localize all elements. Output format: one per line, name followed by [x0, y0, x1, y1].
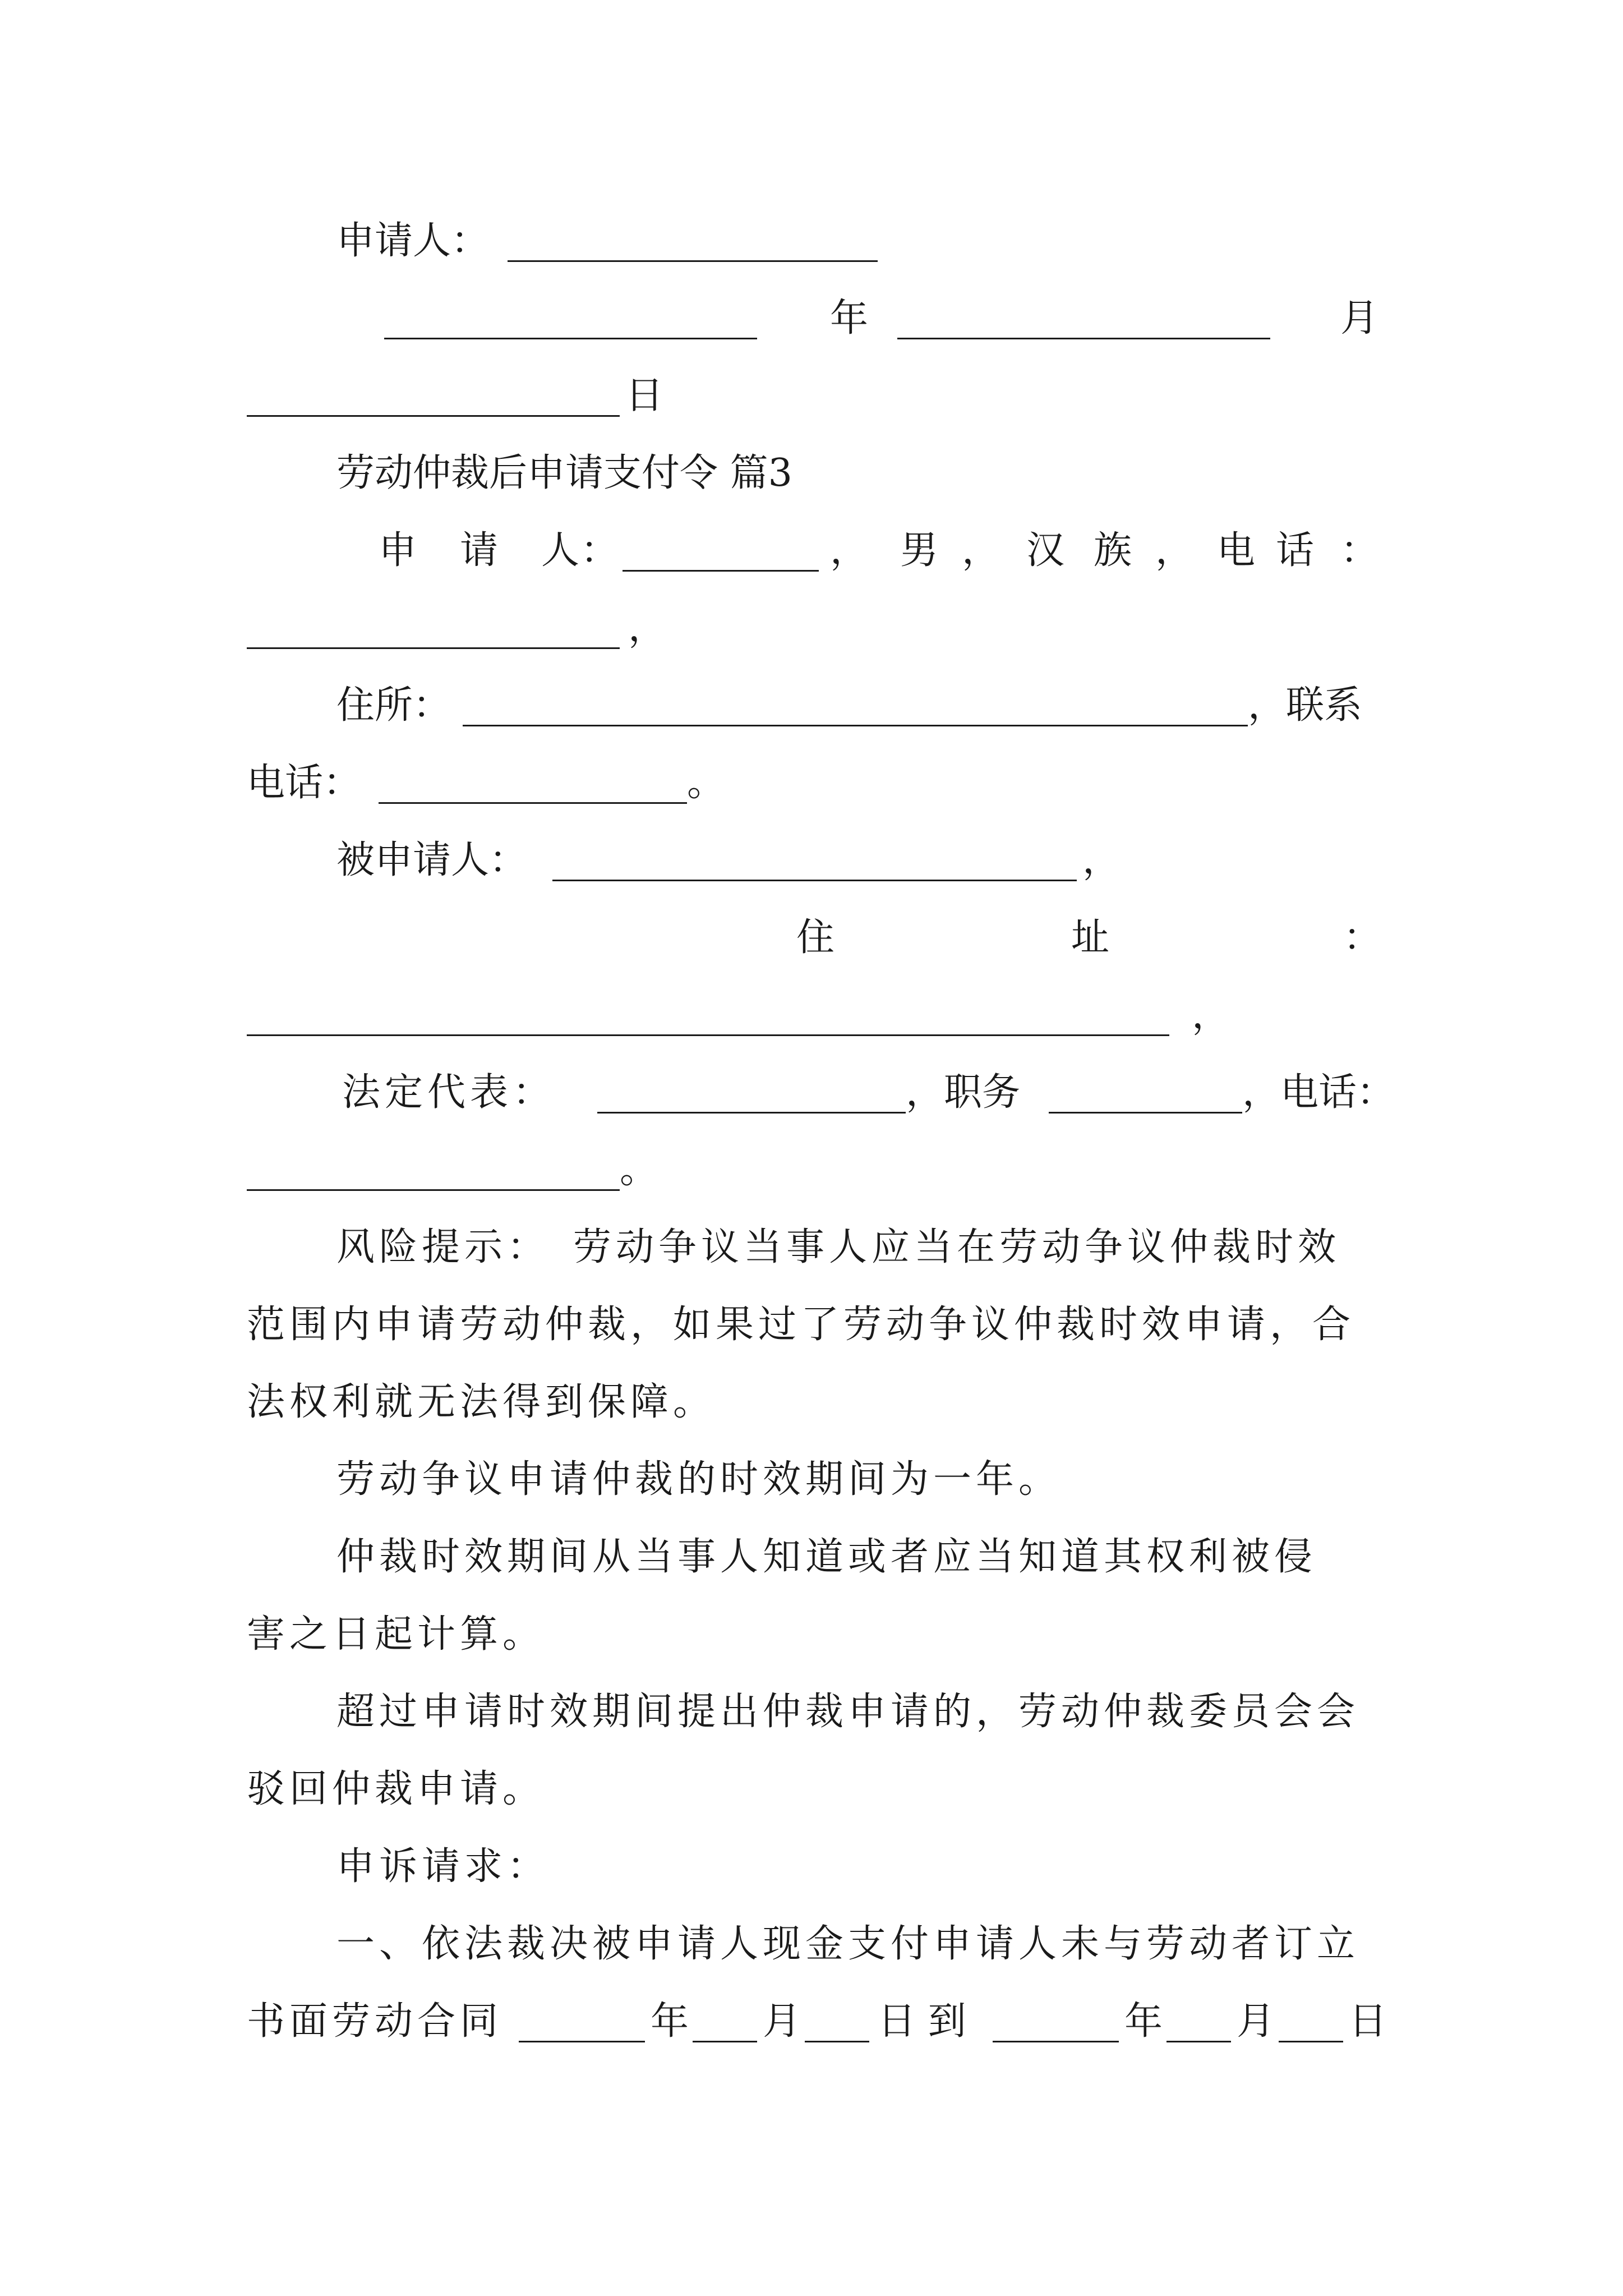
paragraph-text: 仲裁时效期间从当事人知道或者应当知道其权利被侵	[336, 1535, 1317, 1579]
section-heading	[0, 445, 1623, 501]
applicant-info-line	[0, 523, 1623, 579]
paragraph-line	[0, 1916, 1623, 1972]
respondent-line	[0, 832, 1623, 889]
text-fragment: 族	[1094, 528, 1132, 573]
text-fragment: ，	[1192, 993, 1230, 1037]
paragraph-line	[0, 1297, 1623, 1353]
month-label: 月	[1340, 296, 1379, 341]
text-fragment: ，	[628, 606, 667, 650]
paragraph-line	[0, 1607, 1623, 1663]
paragraph-text: 范围内申请劳动仲裁，如果过了劳动争议仲裁时效申请，合	[247, 1303, 1355, 1347]
paragraph-text: 风险提示： 劳动争议当事人应当在劳动争议仲裁时效	[336, 1225, 1341, 1269]
text-fragment: 书面劳动合同	[247, 1999, 503, 2044]
contract-period-line	[0, 1994, 1623, 2050]
text-fragment: ，	[962, 528, 1000, 573]
text-fragment: ，电话：	[1242, 1070, 1395, 1115]
applicant-blank	[508, 260, 878, 262]
text-fragment: 。	[687, 761, 726, 805]
day-blank	[247, 415, 620, 417]
respondent-label: 被申请人：	[336, 838, 528, 882]
year-blank	[384, 338, 757, 339]
text-fragment: ，	[1155, 528, 1194, 573]
text-fragment: 人	[541, 528, 580, 573]
text-fragment: 电	[1217, 528, 1256, 573]
paragraph-text: 驳回仲裁申请。	[247, 1767, 546, 1811]
text-fragment: 男	[900, 528, 939, 573]
text-fragment: ，	[1082, 838, 1121, 882]
paragraph-line	[0, 1839, 1623, 1895]
representative-phone-blank	[247, 1189, 620, 1191]
position-blank	[1049, 1112, 1242, 1114]
text-fragment: 汉	[1026, 528, 1065, 573]
respondent-blank	[552, 880, 1077, 881]
respondent-address-line	[0, 910, 1623, 966]
text-fragment: 话	[1276, 528, 1315, 573]
text-fragment: ：	[1340, 528, 1379, 573]
paragraph-line	[0, 1761, 1623, 1818]
end-year-blank	[993, 2041, 1119, 2042]
text-fragment: 址	[1071, 915, 1110, 960]
contact-phone-blank	[379, 802, 687, 804]
phone-blank	[247, 647, 620, 649]
text-fragment: 日	[1349, 1999, 1387, 2044]
text-fragment: 住	[796, 915, 835, 960]
end-day-blank	[1279, 2041, 1343, 2042]
text-fragment: ：	[1343, 915, 1382, 960]
text-fragment: 日 到	[878, 1999, 966, 2044]
text-fragment: 。	[620, 1148, 658, 1192]
applicant-label: 申请人：	[336, 219, 490, 263]
text-fragment: ，	[830, 528, 869, 573]
legal-representative-label: 法定代表：	[342, 1070, 556, 1115]
end-month-blank	[1166, 2041, 1231, 2042]
text-fragment: 月	[763, 1999, 801, 2044]
paragraph-text: 害之日起计算。	[247, 1612, 546, 1657]
address-label: 住所：	[336, 683, 451, 728]
date-line	[0, 291, 1623, 347]
text-fragment: ，联系	[1248, 683, 1363, 728]
section-heading-text: 劳动仲裁后申请支付令 篇3	[336, 451, 792, 495]
paragraph-text: 一、依法裁决被申请人现金支付申请人未与劳动者订立	[336, 1922, 1360, 1966]
paragraph-line	[0, 1374, 1623, 1430]
address-line	[0, 678, 1623, 734]
text-fragment: 请	[460, 528, 499, 573]
year-label: 年	[830, 296, 869, 341]
phone-line	[0, 600, 1623, 656]
text-fragment: 电话：	[247, 761, 362, 805]
month-blank	[897, 338, 1270, 339]
applicant-line	[0, 213, 1623, 269]
legal-representative-line	[0, 1065, 1623, 1121]
paragraph-line	[0, 1684, 1623, 1740]
text-fragment: 年	[651, 1999, 689, 2044]
text-fragment: ，职务	[906, 1070, 1021, 1115]
day-label: 日	[625, 374, 664, 418]
start-month-blank	[693, 2041, 757, 2042]
name-blank	[623, 570, 819, 572]
paragraph-text: 法权利就无法得到保障。	[247, 1380, 716, 1424]
paragraph-text: 超过申请时效期间提出仲裁申请的，劳动仲裁委员会会	[336, 1690, 1360, 1734]
paragraph-text: 劳动争议申请仲裁的时效期间为一年。	[336, 1457, 1062, 1502]
contact-phone-line	[0, 755, 1623, 811]
text-fragment: 申	[379, 528, 417, 573]
text-fragment: 月	[1237, 1999, 1275, 2044]
start-day-blank	[805, 2041, 869, 2042]
representative-blank	[597, 1112, 906, 1114]
text-fragment: 年	[1124, 1999, 1163, 2044]
paragraph-line	[0, 1452, 1623, 1508]
respondent-address-blank-line	[0, 987, 1623, 1043]
representative-phone-line	[0, 1142, 1623, 1198]
day-line	[0, 368, 1623, 424]
respondent-address-blank	[247, 1034, 1169, 1036]
start-year-blank	[519, 2041, 645, 2042]
text-fragment: ：	[580, 528, 619, 573]
paragraph-line	[0, 1529, 1623, 1585]
paragraph-line	[0, 1220, 1623, 1276]
paragraph-text: 申诉请求：	[336, 1844, 550, 1889]
address-blank	[463, 725, 1248, 726]
